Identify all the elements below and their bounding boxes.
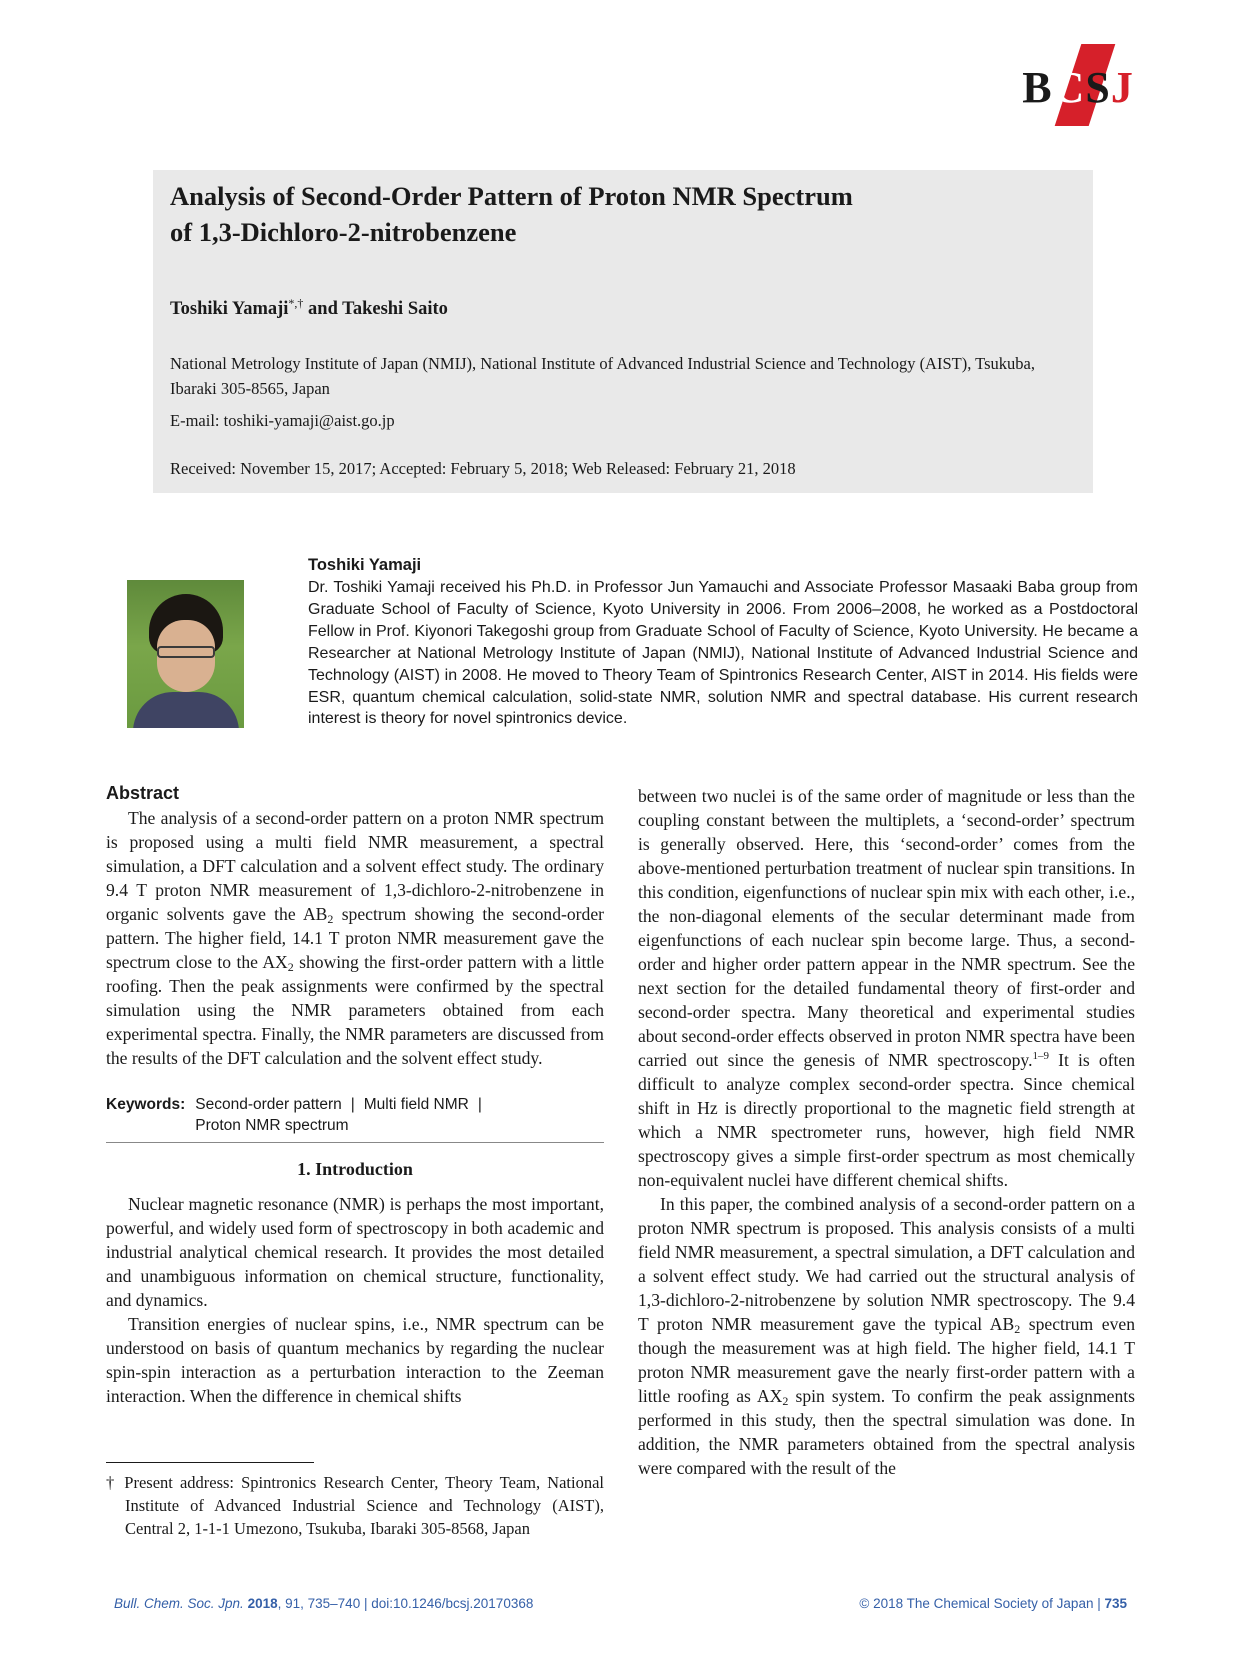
keywords <box>106 1094 604 1136</box>
email-line: E-mail: toshiki-yamaji@aist.go.jp <box>170 411 395 430</box>
keyword-3: Proton NMR spectrum <box>195 1117 349 1134</box>
intro-paragraph-1: Nuclear magnetic resonance (NMR) is perhaps the most important, powerful, and widely used form of spectroscopy in both academic and industrial analytical chemical research. It provides the most detailed and unambiguous information on chemical structure, functionality, and dynamics. <box>106 1194 604 1310</box>
affiliation: National Metrology Institute of Japan (NMIJ), National Institute of Advanced Industrial Science and Technology (AIST), Tsukuba, Ibaraki 305-8565, Japan <box>170 354 1035 398</box>
title-line-2: of 1,3-Dichloro-2-nitrobenzene <box>170 217 517 247</box>
keywords-label: Keywords: <box>106 1096 186 1113</box>
intro-paragraph-4: In this paper, the combined analysis of a second-order pattern on a proton NMR spectrum is proposed. This analysis consists of a multi field NMR measurement, a spectral simulation, a DFT calculation and a solvent effect study. We had carried out the structural analysis of 1,3-dichloro-2-nitrobenzene by solution NMR spectroscopy. The 9.4 T proton NMR measurement gave the typical $AB_2$ spectrum even though the measurement was at high field. The higher field, 14.1 T proton NMR measurement gave the nearly first-order pattern with a little roofing as $AX_2$ spin system. To confirm the peak assignments performed in this study, then the spectral simulation was done. In addition, the NMR parameters obtained from the spectral analysis were compared with the result of the <box>638 1194 1136 1478</box>
title-line-1: Analysis of Second-Order Pattern of Proton NMR Spectrum <box>170 181 853 211</box>
section-heading-introduction: 1. Introduction <box>297 1159 413 1179</box>
author-1: Toshiki Yamaji <box>170 299 289 319</box>
bio-text: Dr. Toshiki Yamaji received his Ph.D. in Professor Jun Yamauchi and Associate Professor Masaaki Baba group from Graduate School of Faculty of Science, Kyoto University in 2006. From 2006–2008, he worked as a Postdoctoral Fellow in Prof. Kiyonori Takegoshi group from Graduate School of Faculty of Science, Kyoto University. He became a Researcher at National Metrology Institute of Japan (NMIJ), National Institute of Advanced Industrial Science and Technology (AIST) in 2008. He moved to Theory Team of Spintronics Research Center, AIST in 2014. His fields were ESR, quantum chemical calculation, solid-state NMR, solution NMR and spectral database. His current research interest is theory for novel spintronics device. <box>308 579 1138 728</box>
journal-logo <box>1016 40 1140 128</box>
abstract-text: The analysis of a second-order pattern on a proton NMR spectrum is proposed using a multi field NMR measurement, a spectral simulation, a DFT calculation and a solvent effect study. The ordinary 9.4 T proton NMR measurement of 1,3-dichloro-2-nitrobenzene in organic solvents gave the $AB_2$ spectrum showing the second-order pattern. The higher field, 14.1 T proton NMR measurement gave the spectrum close to the $AX_2$ showing the first-order pattern with a little roofing. Then the peak assignments were confirmed by the spectral simulation using the NMR parameters obtained from each experimental spectra. Finally, the NMR parameters are discussed from the results of the DFT calculation and the solvent effect study. <box>106 808 605 1068</box>
reference-marker: 1–9 <box>1032 1050 1049 1062</box>
author-1-marks: *,† <box>288 296 304 310</box>
keyword-1: Second-order pattern <box>195 1096 342 1113</box>
logo-lettering: BCSJ <box>1022 63 1134 112</box>
citation-footer: Bull. Chem. Soc. Jpn. 2018, 91, 735–740 | doi:10.1246/bcsj.20170368 <box>114 1596 534 1611</box>
right-column <box>638 784 1135 1480</box>
keywords-divider <box>106 1142 604 1143</box>
page-number: 735 <box>1104 1596 1127 1611</box>
footnote-text: † Present address: Spintronics Research Center, Theory Team, National Institute of Advanced Industrial Science and Technology (AIST), Central 2, 1-1-1 Umezono, Tsukuba, Ibaraki 305-8568, Japan <box>106 1473 604 1538</box>
footnote <box>106 1462 604 1540</box>
article-title <box>170 178 1070 250</box>
bio-name: Toshiki Yamaji <box>308 556 422 574</box>
copyright-footer: © 2018 The Chemical Society of Japan | 735 <box>859 1596 1127 1611</box>
intro-paragraph-3: between two nuclei is of the same order of magnitude or less than the coupling constant between the multiplets, a ‘second-order’ spectrum is generally observed. Here, this ‘second-order’ comes from the above-mentioned perturbation treatment of nuclear spin transitions. In this condition, eigenfunctions of nuclear spin mix with each other, i.e., the non-diagonal elements of the secular determinant made from eigenfunctions of each nuclear spin become large. Thus, a second-order and higher order pattern appear in the NMR spectrum. See the next section for the detailed fundamental theory of first-order and second-order spectra. Many theoretical and experimental studies about second-order effects observed in proton NMR spectra have been carried out since the genesis of NMR spectroscopy.$^{1-9}$ It is often difficult to analyze complex second-order spectra. Since chemical shift in Hz is directly proportional to the magnetic field strength at which a NMR spectrometer runs, however, high field NMR spectroscopy gives a simple first-order spectrum as most chemically non-equivalent nuclei have different chemical shifts. <box>638 786 1135 1190</box>
footnote-rule <box>106 1462 314 1463</box>
author-list <box>170 296 448 320</box>
author-2: Takeshi Saito <box>342 299 448 319</box>
received-dates: Received: November 15, 2017; Accepted: February 5, 2018; Web Released: February 21, 2018 <box>170 459 796 478</box>
abstract-heading: Abstract <box>106 783 180 803</box>
keywords-list: Second-order pattern | Multi field NMR | Proton NMR spectrum <box>195 1096 482 1134</box>
author-photo <box>127 580 244 728</box>
intro-paragraph-2: Transition energies of nuclear spins, i.e., NMR spectrum can be understood on basis of quantum mechanics by regarding the nuclear spin-spin interaction as a perturbation interaction to the Zeeman interaction. When the difference in chemical shifts <box>106 1314 604 1406</box>
keyword-2: Multi field NMR <box>363 1096 469 1113</box>
left-column <box>106 782 604 1408</box>
author-conjunction: and <box>303 299 343 319</box>
